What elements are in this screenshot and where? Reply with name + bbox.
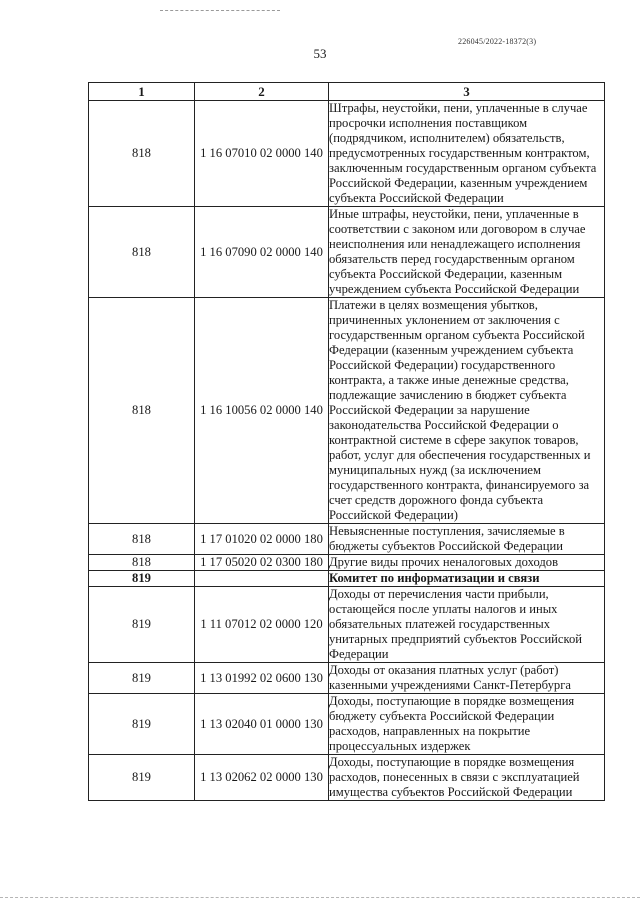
table-row bbox=[89, 101, 605, 207]
column-header-3: 3 bbox=[329, 83, 605, 101]
table-row bbox=[89, 555, 605, 571]
column-number-row bbox=[89, 83, 605, 101]
kbk-cell: 1 17 05020 02 0300 180 bbox=[195, 555, 329, 571]
description-cell: Платежи в целях возмещения убытков, причиненных уклонением от заключения с государственным органом субъекта Российской Федерации (казенным учреждением субъекта Российской Федерации) государственного контракта, а также иные денежные средства, подлежащие зачислению в бюджет субъекта Российской Федерации за нарушение законодательства Российской Федерации о контрактной системе в сфере закупок товаров, работ, услуг для обеспечения государственных и муниципальных нужд (за исключением государственного контракта, финансируемого за счет средств дорожного фонда субъекта Российской Федерации) bbox=[329, 298, 605, 524]
kbk-cell: 1 16 07010 02 0000 140 bbox=[195, 101, 329, 207]
kbk-cell: 1 16 07090 02 0000 140 bbox=[195, 207, 329, 298]
description-cell: Невыясненные поступления, зачисляемые в бюджеты субъектов Российской Федерации bbox=[329, 524, 605, 555]
table-row bbox=[89, 207, 605, 298]
table-row bbox=[89, 524, 605, 555]
kbk-cell: 1 16 10056 02 0000 140 bbox=[195, 298, 329, 524]
admin-code-cell: 818 bbox=[89, 101, 195, 207]
description-cell: Доходы, поступающие в порядке возмещения расходов, понесенных в связи с эксплуатацией имущества субъектов Российской Федерации bbox=[329, 755, 605, 801]
revenue-codes-table bbox=[88, 82, 605, 801]
admin-code-cell: 819 bbox=[89, 755, 195, 801]
table-row bbox=[89, 694, 605, 755]
top-scan-line bbox=[160, 10, 280, 11]
admin-code-cell: 819 bbox=[89, 694, 195, 755]
description-cell: Доходы от перечисления части прибыли, остающейся после уплаты налогов и иных обязательных платежей государственных унитарных предприятий субъектов Российской Федерации bbox=[329, 587, 605, 663]
kbk-cell: 1 13 01992 02 0600 130 bbox=[195, 663, 329, 694]
kbk-cell: 1 13 02062 02 0000 130 bbox=[195, 755, 329, 801]
admin-code-cell: 819 bbox=[89, 571, 195, 587]
kbk-cell: 1 11 07012 02 0000 120 bbox=[195, 587, 329, 663]
description-cell: Штрафы, неустойки, пени, уплаченные в случае просрочки исполнения поставщиком (подрядчиком, исполнителем) обязательств, предусмотренных государственным контрактом, заключенным государственным органом субъекта Российской Федерации, казенным учреждением субъекта Российской Федерации bbox=[329, 101, 605, 207]
description-cell: Иные штрафы, неустойки, пени, уплаченные в соответствии с законом или договором в случае неисполнения или ненадлежащего исполнения обязательств перед государственным органом субъекта Российской Федерации, казенным учреждением субъекта Российской Федерации bbox=[329, 207, 605, 298]
admin-code-cell: 819 bbox=[89, 587, 195, 663]
table-row bbox=[89, 587, 605, 663]
admin-code-cell: 818 bbox=[89, 555, 195, 571]
kbk-cell bbox=[195, 571, 329, 587]
admin-code-cell: 819 bbox=[89, 663, 195, 694]
column-header-2: 2 bbox=[195, 83, 329, 101]
table-row bbox=[89, 663, 605, 694]
document-id: 226045/2022-18372(3) bbox=[458, 37, 537, 46]
kbk-cell: 1 17 01020 02 0000 180 bbox=[195, 524, 329, 555]
administrator-header-row bbox=[89, 571, 605, 587]
description-cell: Доходы, поступающие в порядке возмещения бюджету субъекта Российской Федерации расходов, направленных на покрытие процессуальных издержек bbox=[329, 694, 605, 755]
kbk-cell: 1 13 02040 01 0000 130 bbox=[195, 694, 329, 755]
page-number: 53 bbox=[313, 46, 327, 61]
admin-code-cell: 818 bbox=[89, 298, 195, 524]
table-row bbox=[89, 298, 605, 524]
admin-code-cell: 818 bbox=[89, 524, 195, 555]
administrator-name-cell: Комитет по информатизации и связи bbox=[329, 571, 605, 587]
description-cell: Доходы от оказания платных услуг (работ) казенными учреждениями Санкт-Петербурга bbox=[329, 663, 605, 694]
description-cell: Другие виды прочих неналоговых доходов bbox=[329, 555, 605, 571]
column-header-1: 1 bbox=[89, 83, 195, 101]
bottom-scan-line bbox=[0, 897, 640, 898]
admin-code-cell: 818 bbox=[89, 207, 195, 298]
table-row bbox=[89, 755, 605, 801]
